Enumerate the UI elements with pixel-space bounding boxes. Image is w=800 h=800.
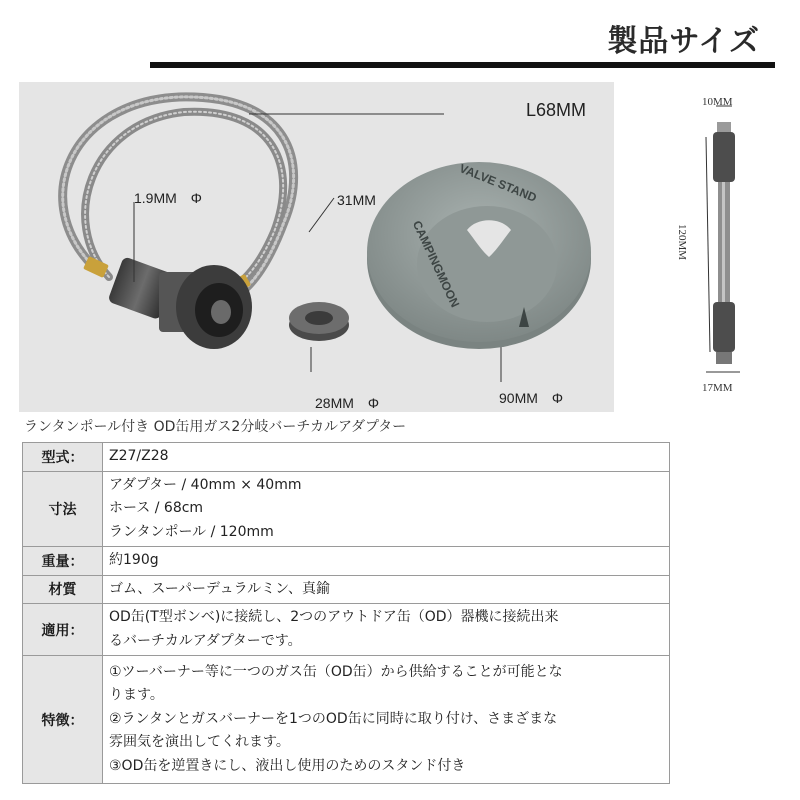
usage-line: るバーチカルアダプターです。 bbox=[109, 632, 302, 649]
hose-diameter-dimension: 1.9MM Φ bbox=[134, 190, 202, 206]
features-value bbox=[103, 656, 670, 784]
features-line: ②ランタンとガスバーナーを1つのOD缶に同時に取り付け、さまざまな bbox=[109, 710, 558, 727]
title-underline bbox=[150, 62, 775, 68]
spec-table bbox=[22, 442, 670, 784]
cap-diameter-dimension: 28MM Φ bbox=[315, 395, 380, 411]
table-row bbox=[23, 604, 670, 656]
pole-bottom-dimension: 17MM bbox=[702, 382, 733, 394]
usage-label: 適用： bbox=[23, 604, 103, 656]
stand-diameter-dimension: 90MM Φ bbox=[499, 390, 564, 406]
usage-line: OD缶(T型ボンベ)に接続し、2つのアウトドア缶（OD）器機に接続出来 bbox=[109, 609, 559, 625]
table-row bbox=[23, 547, 670, 576]
table-row bbox=[23, 471, 670, 547]
adapter-body bbox=[107, 256, 252, 349]
product-caption: ランタンポール付き OD缶用ガス2分岐バーチカルアダプター bbox=[24, 419, 407, 435]
features-line: 雰囲気を演出してくれます。 bbox=[109, 734, 290, 751]
pole-top-dimension: 10MM bbox=[702, 96, 733, 108]
dimensions-line: ホース / 68cm bbox=[109, 500, 204, 516]
length-dimension: L68MM bbox=[526, 100, 587, 120]
leader-line-adapter bbox=[309, 198, 334, 232]
dimensions-label: 寸法 bbox=[23, 471, 103, 547]
model-value: Z27/Z28 bbox=[103, 443, 670, 472]
features-label: 特徴： bbox=[23, 656, 103, 784]
stand-label-top: VALVE STAND bbox=[457, 161, 539, 205]
lantern-pole-panel bbox=[640, 82, 790, 412]
usage-value bbox=[103, 604, 670, 656]
material-label: 材質 bbox=[23, 575, 103, 604]
table-row bbox=[23, 656, 670, 784]
table-row bbox=[23, 443, 670, 472]
small-cap-part bbox=[289, 302, 349, 341]
dimensions-line: ランタンポール / 120mm bbox=[109, 523, 274, 540]
features-line: ③OD缶を逆置きにし、液出し使用のためのスタンド付き bbox=[109, 757, 466, 774]
features-line: ①ツーバーナー等に一つのガス缶（OD缶）から供給することが可能とな bbox=[109, 663, 563, 680]
material-value: ゴム、スーパーデュラルミン、真鍮 bbox=[103, 575, 670, 604]
stand-label-bottom: CAMPINGMOON bbox=[409, 218, 463, 310]
product-photo-panel bbox=[19, 82, 614, 412]
model-label: 型式： bbox=[23, 443, 103, 472]
product-illustration bbox=[19, 82, 614, 412]
valve-stand-disk bbox=[367, 162, 591, 349]
table-row bbox=[23, 575, 670, 604]
pole-length-dimension: 120MM bbox=[676, 224, 688, 261]
features-line: ります。 bbox=[109, 687, 164, 704]
dimensions-value bbox=[103, 471, 670, 547]
dimensions-line: アダプター / 40mm × 40mm bbox=[109, 476, 302, 493]
weight-label: 重量： bbox=[23, 547, 103, 576]
lantern-pole-illustration bbox=[640, 82, 790, 412]
page-title: 製品サイズ bbox=[607, 24, 760, 59]
weight-value: 約190g bbox=[103, 547, 670, 576]
adapter-width-dimension: 31MM bbox=[337, 192, 376, 208]
